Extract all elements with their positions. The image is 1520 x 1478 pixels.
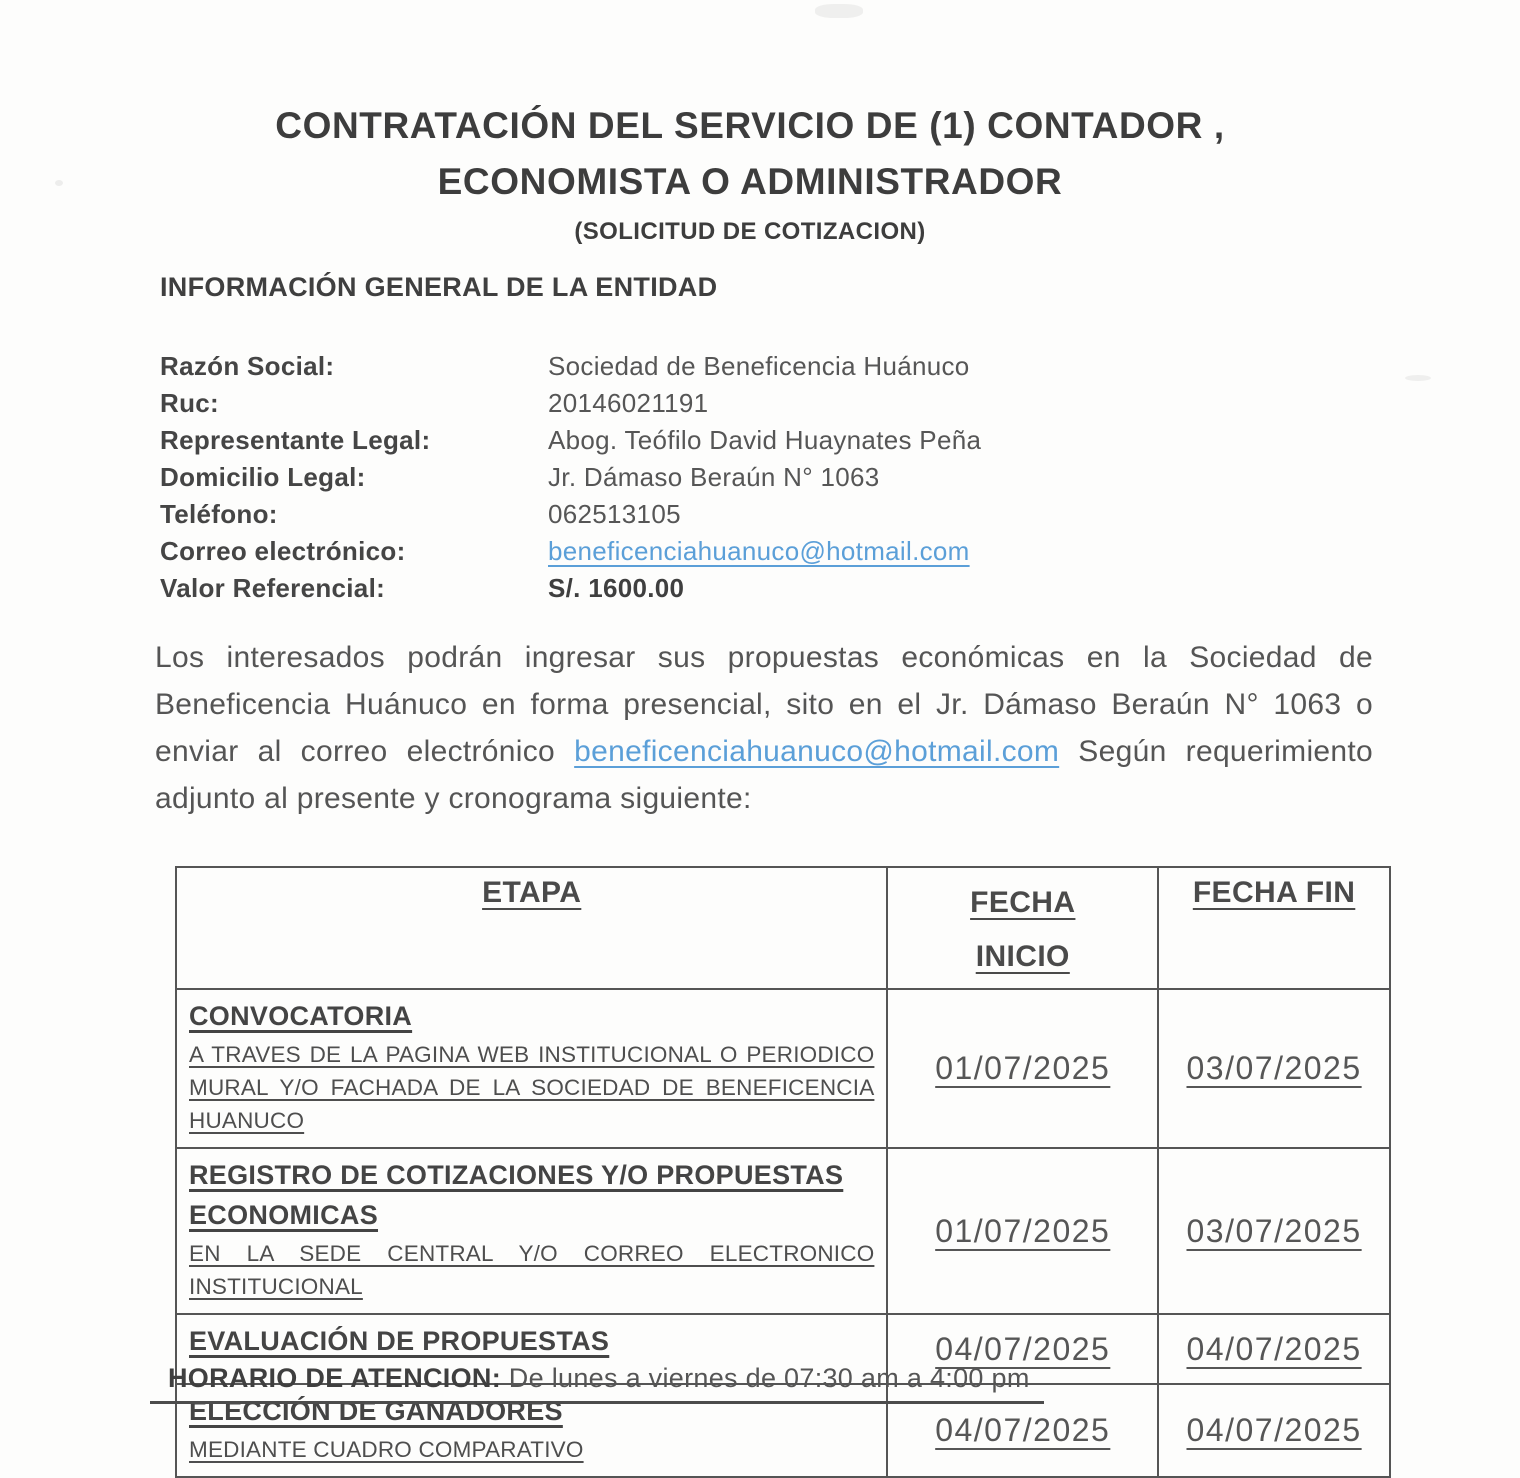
field-domicilio-legal: [160, 459, 1400, 496]
start-date: 04/07/2025: [887, 1384, 1158, 1477]
field-correo-electronico: [160, 533, 1400, 570]
field-valor-referencial: [160, 570, 1400, 607]
field-representante-legal: [160, 422, 1400, 459]
field-label: Ruc:: [160, 388, 219, 418]
field-value: Sociedad de Beneficencia Huánuco: [548, 351, 970, 381]
stage-title: ELECCIÓN DE GANADORES: [189, 1396, 563, 1426]
field-ruc: [160, 385, 1400, 422]
field-value: 20146021191: [548, 388, 709, 418]
field-label: Representante Legal:: [160, 425, 431, 455]
paragraph-text-before: Los interesados podrán ingresar sus propuestas económicas en la Sociedad de Beneficencia Huánuco en forma presencial, sito en el Jr. Dámaso Beraún N° 1063 o enviar al correo electrónico: [155, 641, 1373, 768]
field-value: S/. 1600.00: [548, 573, 685, 603]
end-date: 04/07/2025: [1158, 1314, 1390, 1384]
page-subtitle: (SOLICITUD DE COTIZACION): [574, 218, 926, 245]
table-row-registro: [176, 1148, 1390, 1314]
table-row-convocatoria: [176, 989, 1390, 1148]
end-date: 03/07/2025: [1158, 989, 1390, 1148]
field-label: Domicilio Legal:: [160, 462, 366, 492]
field-value: Abog. Teófilo David Huaynates Peña: [548, 425, 982, 455]
title-block: [0, 98, 1500, 246]
start-date: 01/07/2025: [887, 989, 1158, 1148]
stage-description: EN LA SEDE CENTRAL Y/O CORREO ELECTRONICO INSTITUCIONAL: [189, 1241, 875, 1299]
footer-horario: [150, 1363, 1044, 1404]
field-razon-social: [160, 348, 1400, 385]
footer-label: HORARIO DE ATENCION:: [168, 1363, 501, 1393]
stage-description: MEDIANTE CUADRO COMPARATIVO: [189, 1437, 584, 1462]
section-heading-entity-info: INFORMACIÓN GENERAL DE LA ENTIDAD: [160, 272, 718, 302]
page-title-line2: ECONOMISTA O ADMINISTRADOR: [437, 161, 1063, 202]
end-date: 04/07/2025: [1158, 1384, 1390, 1477]
stage-title: EVALUACIÓN DE PROPUESTAS: [189, 1326, 610, 1356]
table-header-fecha-inicio: FECHA INICIO: [887, 867, 1158, 989]
table-header-fecha-fin: FECHA FIN: [1158, 867, 1390, 989]
field-value: 062513105: [548, 499, 681, 529]
intro-paragraph: [155, 634, 1373, 822]
email-link[interactable]: beneficenciahuanuco@hotmail.com: [548, 536, 970, 566]
stage-title: REGISTRO DE COTIZACIONES Y/O PROPUESTAS ECONOMICAS: [189, 1160, 844, 1230]
stage-title: CONVOCATORIA: [189, 1001, 413, 1031]
entity-info-fields: [160, 348, 1400, 607]
field-label: Correo electrónico:: [160, 536, 406, 566]
footer-value: De lunes a viernes de 07:30 am a 4:00 pm: [501, 1363, 1030, 1393]
stage-description: A TRAVES DE LA PAGINA WEB INSTITUCIONAL O PERIODICO MURAL Y/O FACHADA DE LA SOCIEDAD DE BENEFICENCIA HUANUCO: [189, 1042, 875, 1133]
table-header-etapa: ETAPA: [176, 867, 887, 989]
page-title-line1: CONTRATACIÓN DEL SERVICIO DE (1) CONTADOR ,: [275, 105, 1225, 146]
end-date: 03/07/2025: [1158, 1148, 1390, 1314]
email-link[interactable]: beneficenciahuanuco@hotmail.com: [574, 735, 1060, 768]
scan-artifact: [1405, 375, 1431, 381]
paragraph-text-after: Según requerimiento adjunto al presente y cronograma siguiente:: [155, 735, 1373, 815]
field-label: Razón Social:: [160, 351, 335, 381]
field-telefono: [160, 496, 1400, 533]
start-date: 01/07/2025: [887, 1148, 1158, 1314]
start-date: 04/07/2025: [887, 1314, 1158, 1384]
table-header-row: [176, 867, 1390, 989]
field-value: Jr. Dámaso Beraún N° 1063: [548, 462, 880, 492]
scan-artifact: [815, 4, 863, 18]
field-label: Teléfono:: [160, 499, 278, 529]
field-label: Valor Referencial:: [160, 573, 386, 603]
footer-underline: [150, 1363, 1044, 1404]
